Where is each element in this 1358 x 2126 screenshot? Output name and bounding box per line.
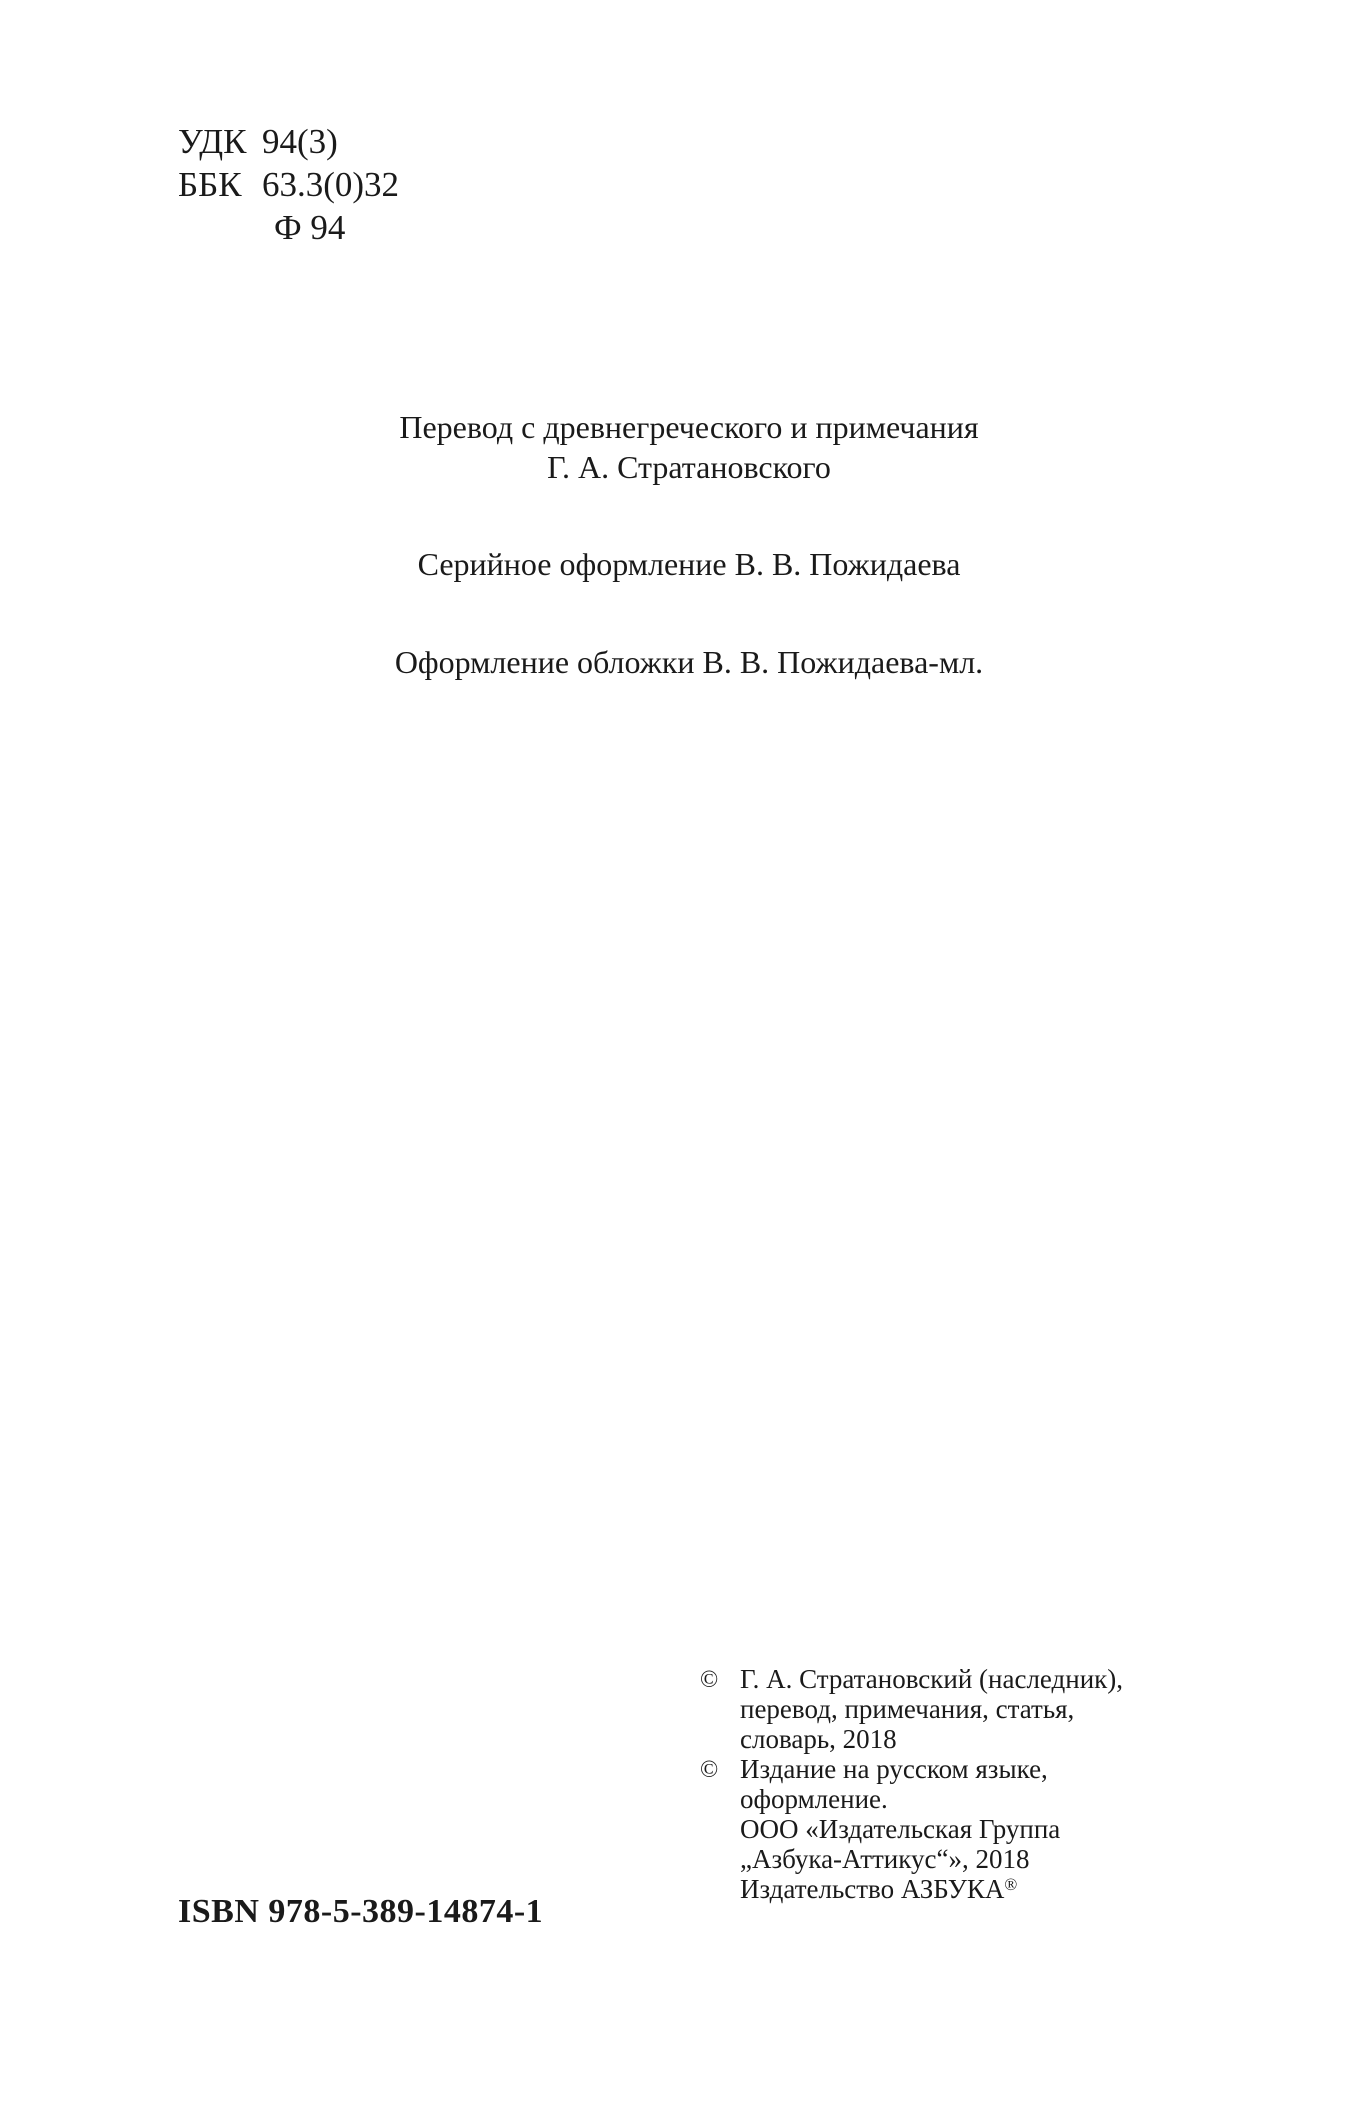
author-mark: Ф 94 — [274, 208, 346, 247]
registered-trademark-symbol: ® — [1004, 1875, 1018, 1894]
copyright-item-translator — [700, 1664, 1123, 1754]
udk-row — [178, 120, 399, 163]
translation-credit — [10, 407, 1358, 487]
copyright-publisher-name-line — [740, 1874, 1060, 1904]
bbk-value: 63.3(0)32 — [262, 165, 400, 204]
copyright-line: перевод, примечания, статья, — [740, 1694, 1075, 1724]
copyright-symbol: © — [700, 1757, 719, 1783]
copyright-line: оформление. — [740, 1784, 888, 1814]
udk-value: 94(3) — [262, 122, 338, 161]
library-classification — [178, 120, 399, 249]
copyright-item-publisher — [700, 1754, 1123, 1904]
copyright-line: Издание на русском языке, — [740, 1754, 1048, 1784]
copyright-publisher-lines — [740, 1754, 1060, 1904]
copyright-line: ООО «Издательская Группа — [740, 1814, 1061, 1844]
copyright-translator-lines — [740, 1664, 1123, 1754]
copyright-line: словарь, 2018 — [740, 1724, 897, 1754]
translation-credit-line-1: Перевод с древнегреческого и примечания — [399, 409, 979, 445]
udk-label: УДК — [178, 122, 247, 161]
copyright-notice — [700, 1664, 1123, 1904]
bbk-row — [178, 163, 399, 206]
copyright-line: „Азбука-Аттикус“», 2018 — [740, 1844, 1030, 1874]
translation-credit-line-2: Г. А. Стратановского — [547, 449, 831, 485]
isbn: ISBN 978-5-389-14874-1 — [178, 1893, 544, 1930]
cover-design-credit: Оформление обложки В. В. Пожидаева-мл. — [394, 644, 984, 680]
publisher-name: Издательство АЗБУКА — [740, 1874, 1005, 1904]
bbk-label: ББК — [178, 165, 242, 204]
copyright-line: Г. А. Стратановский (наследник), — [740, 1664, 1124, 1694]
copyright-symbol: © — [700, 1667, 719, 1693]
series-design-credit: Серийное оформление В. В. Пожидаева — [417, 546, 961, 582]
